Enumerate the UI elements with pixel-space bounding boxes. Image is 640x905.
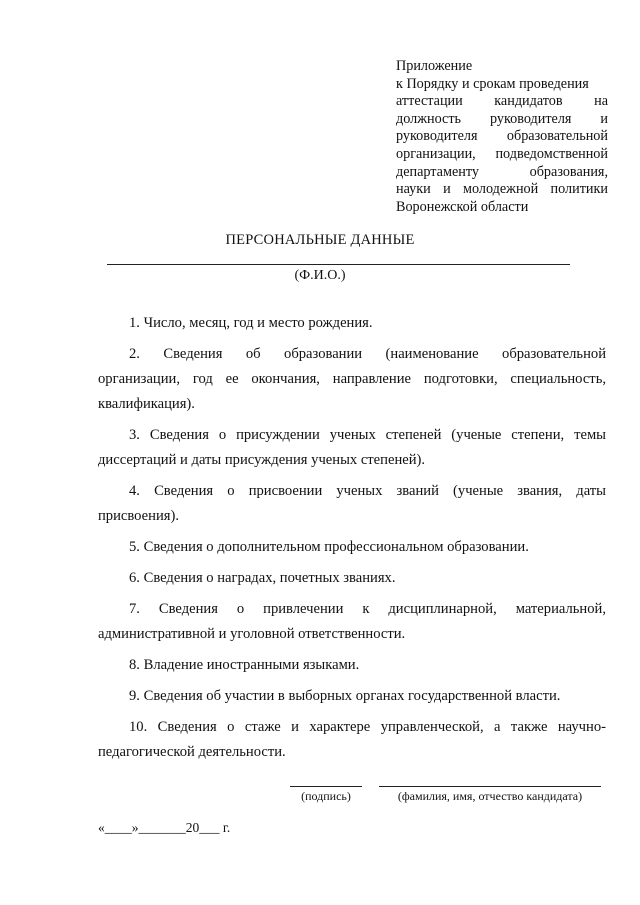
list-item (98, 423, 606, 473)
document-title: ПЕРСОНАЛЬНЫЕ ДАННЫЕ (225, 232, 415, 248)
item-line: присвоения). (98, 508, 179, 524)
item-line: диссертаций и даты присуждения ученых степеней). (98, 452, 426, 468)
list-item (98, 597, 606, 647)
item-line: 5. Сведения о дополнительном профессиональном образовании. (129, 539, 529, 555)
appendix-line: к Порядку и срокам проведения (396, 75, 589, 92)
appendix-line: Приложение (396, 58, 473, 74)
item-line: 3. Сведения о присуждении ученых степеней (ученые степени, темы (129, 427, 606, 443)
item-line: 7. Сведения о привлечении к дисциплинарной, материальной, (129, 601, 606, 617)
appendix-line: руководителя образовательной (396, 128, 608, 145)
item-line: 2. Сведения об образовании (наименование образовательной (129, 346, 606, 362)
list-item (98, 342, 606, 417)
fio-underline (107, 264, 570, 265)
signature-caption: (подпись) (301, 789, 351, 803)
item-line: 9. Сведения об участии в выборных органах государственной власти. (129, 688, 561, 704)
item-line: 4. Сведения о присвоении ученых званий (ученые звания, даты (129, 483, 606, 499)
list-item (98, 535, 606, 560)
item-line: 8. Владение иностранными языками. (129, 657, 360, 673)
list-item (98, 684, 606, 709)
appendix-line: науки и молодежной политики (396, 181, 608, 198)
list-item (98, 715, 606, 765)
signature-underline (290, 786, 362, 787)
item-line: педагогической деятельности. (98, 744, 286, 760)
list-item (98, 653, 606, 678)
item-line: административной и уголовной ответственности. (98, 626, 406, 642)
item-line: 1. Число, месяц, год и место рождения. (129, 315, 373, 331)
appendix-line: должность руководителя и (396, 110, 608, 127)
appendix-line: Воронежской области (396, 198, 529, 215)
item-line: 6. Сведения о наградах, почетных званиях. (129, 570, 396, 586)
list-item (98, 311, 606, 336)
list-item (98, 479, 606, 529)
item-line: квалификация). (98, 396, 195, 412)
appendix-line: департаменту образования, (396, 163, 608, 180)
date-line: «____»_______20___ г. (98, 820, 231, 835)
name-underline (379, 786, 601, 787)
fio-label: (Ф.И.О.) (294, 268, 346, 283)
personal-data-list (98, 311, 606, 771)
appendix-line: организации, подведомственной (396, 145, 608, 162)
name-caption: (фамилия, имя, отчество кандидата) (397, 789, 583, 803)
item-line: 10. Сведения о стаже и характере управленческой, а также научно- (129, 719, 606, 735)
list-item (98, 566, 606, 591)
appendix-header (396, 58, 608, 216)
appendix-line: аттестации кандидатов на (396, 93, 608, 110)
item-line: организации, год ее окончания, направление подготовки, специальность, (98, 371, 606, 387)
